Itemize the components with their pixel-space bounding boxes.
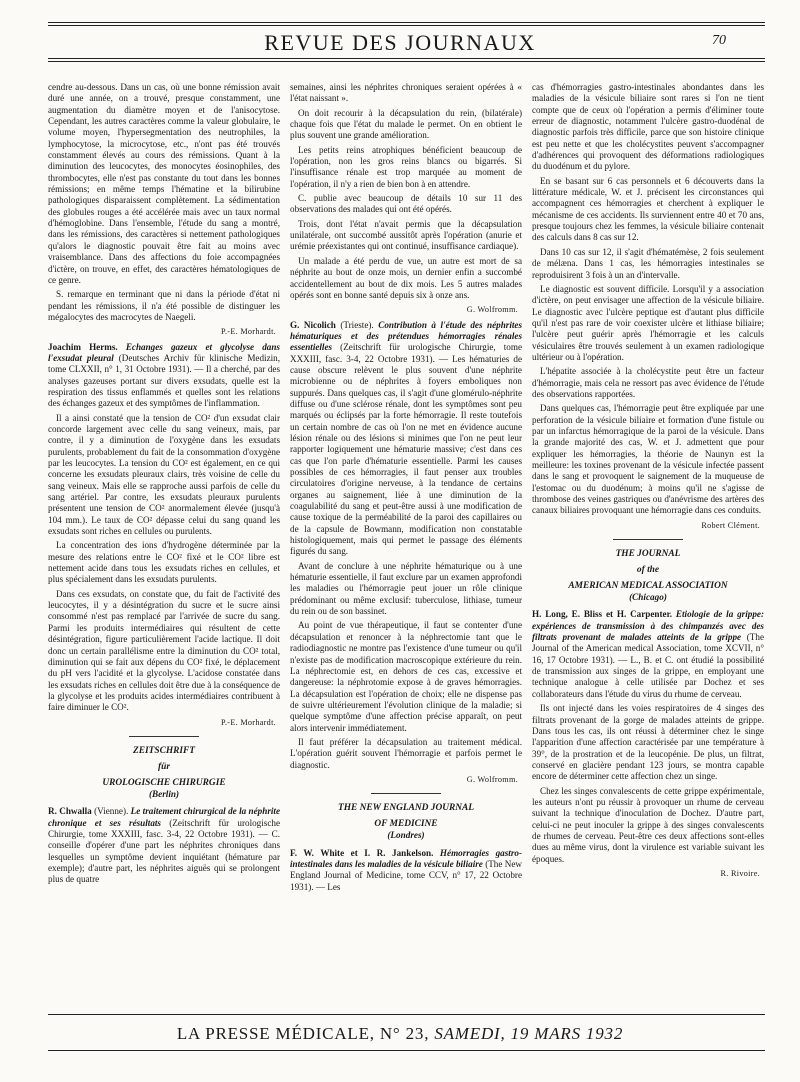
article-abstract	[532, 609, 764, 700]
header-rule-bottom	[48, 58, 765, 59]
journal-section-name: UROLOGISCHE CHIRURGIE	[102, 777, 226, 788]
footer-issue: 23,	[405, 1024, 430, 1043]
header-rule-bottom-thin	[48, 61, 765, 62]
paragraph: S. remarque en terminant que ni dans la période d'état ni pendant les rémissions, il n'a été possible de distinguer les mégalocytes des macrocytes de Naegeli.	[48, 289, 280, 322]
article-abstract	[48, 342, 280, 410]
journal-section-city: (Londres)	[387, 830, 425, 841]
page-title: REVUE DES JOURNAUX	[264, 30, 536, 55]
header-rule-top-thin	[48, 25, 765, 26]
paragraph: La concentration des ions d'hydrogène déterminée par la mesure des relations entre le CO² fixé et le CO² libre est nettement acide dans tous les exsudats riches en cellules, et plus spécialement dans les exsudats purulents.	[48, 540, 280, 585]
paragraph: Dans 10 cas sur 12, il s'agit d'hématémèse, 2 fois seulement de mélæna. Dans 1 cas, les hémorragies intestinales se reproduisirent 3 fois à un an d'intervalle.	[532, 246, 764, 280]
article-title: Echanges gazeux et glycolyse dans l'exsudat pleural	[48, 341, 280, 363]
article-reference: (Zeitschrift für urologische Chirurgie, tome XXXIII, fasc. 3-4, 22 Octobre 1931). — Les hématuries de cause obscure relèvent le plus souvent d'une néphrite microbienne ou de néphrites à foyers emboliques non suppurés. Dans quelques cas, il s'agit d'une glomérulo-néphrite diffuse ou d'une sclérose rénale, dont les symptômes sont peu marqués ou éclipsés par la forte hémorragie. Il reste toutefois un certain nombre de cas où l'on ne met en évidence aucune lésion rénale ou des lésions si minimes que l'on ne peut leur rapporter logiquement une hématurie massive; c'est dans ces cas que l'on parle d'hématurie essentielle. Parmi les causes possibles de ces hémorragies, il faut penser aux troubles circulatoires d'origine nerveuse, à la tendance de certains organes au saignement, liée à une diminution de la coagulabilité du sang et peut-être aussi à une modification de cause toxique de la perméabilité de la paroi des capillaires ou de la capsule de Bowmann, modification non constatable histologiquement, mais qui permet le passage des éléments figurés du sang.	[290, 342, 522, 557]
paragraph: Un malade a été perdu de vue, un autre est mort de sa néphrite au bout de onze mois, un dernier enfin a succombé accidentellement au bout de dix mois. Les 5 autres malades opérés sont en bonne santé depuis six à onze ans.	[290, 255, 522, 300]
paragraph: Il faut préférer la décapsulation au traitement médical. L'opération guérit souvent l'hémorragie et parfois permet le diagnostic.	[290, 736, 522, 770]
author-signature: P.-E. Morhardt.	[221, 717, 276, 727]
article-abstract	[290, 848, 522, 893]
section-divider	[613, 539, 683, 540]
article-title: Etiologie de la grippe: expériences de transmission à des chimpanzés avec des filtrats provenant de malades atteints de la grippe	[532, 609, 764, 643]
journal-section-name: THE JOURNAL	[615, 549, 681, 560]
paragraph: Le diagnostic est souvent difficile. Lorsqu'il y a association d'ictère, on peut envisager une affection de la vésicule biliaire. Le diagnostic avec l'ulcère peptique est d'autant plus difficile qu'il n'est pas rare de voir coexister ulcère et lithiase biliaire; l'ulcère peut guérir après l'hémorragie et les calculs vésiculaires être trouvés seulement à un examen radiologique ultérieur ou à l'opération.	[532, 283, 764, 362]
journal-section-name: AMERICAN MEDICAL ASSOCIATION	[568, 581, 728, 592]
page-number: 70	[712, 33, 726, 48]
author-signature: Robert Clément.	[701, 520, 760, 530]
article-reference: (Zeitschrift für urologische Chirurgie, tome XXXIII, fasc. 3-4, 22 Octobre 1931). — C. conseille d'opérer d'une part les néphrites chroniques dans lesquelles un symptôme devient inquiétant (hémature par exemple); d'autre part, les néphrites aiguës qui se prolongent plus de quatre	[48, 817, 280, 885]
author-signature: P.-E. Morhardt.	[221, 327, 276, 337]
article-place: (Vienne).	[94, 806, 129, 817]
column-2	[290, 82, 522, 1004]
section-divider	[371, 793, 441, 794]
article-authors: Joachim Herms.	[48, 341, 118, 352]
article-reference: (The New England Journal of Medicine, tome CCV, n° 17, 22 Octobre 1931). — Les	[290, 858, 522, 892]
footer-rule	[48, 1014, 765, 1015]
author-signature: G. Wolfromm.	[466, 774, 518, 784]
article-authors: F. W. White et I. R. Jankelson.	[290, 847, 434, 858]
author-signature: R. Rivoire.	[720, 868, 760, 878]
paragraph: L'hépatite associée à la cholécystite peut être un facteur d'hémorragie, mais cela ne ressort pas avec évidence de l'étude des observations rapportées.	[532, 366, 764, 399]
journal-section-city: (Chicago)	[629, 592, 667, 603]
article-title: Contribution à l'étude des néphrites hématuriques et des prétendues hémorragies rénales essentielles	[290, 319, 522, 353]
article-place: (Trieste).	[340, 319, 374, 330]
paragraph: cendre au-dessous. Dans un cas, où une bonne rémission avait duré une année, on a trouvé, presque constamment, une augmentation du diamètre moyen et de l'anisocytose. Cependant, les autres caractères comme la valeur globulaire, le volume moyen, l'hypersegmentation des neutrophiles, la lymphocytose, la microcytose, etc., n'ont pas été trouvés constamment élevés au cours des rémissions. Quant à la diminution des leucocytes, des monocytes éosinophiles, des thrombocytes, elle n'est pas constante du tout dans les bonnes rémissions; en même temps l'hématine et la bilirubine pathologiques disparaissent complètement. La sédimentation des globules rouges a été accélérée mais avec un taux normal d'hémoglobine. Dans l'ensemble, l'étude du sang a montré, dans les rémissions, des caractères si nettement pathologiques qu'alors le diagnostic pouvait être fait au moins avec vraisemblance. Dans des affections du foie accompagnées d'ictère, on trouve, en effet, des caractères hématologiques de ce genre.	[48, 82, 280, 285]
author-signature: G. Wolfromm.	[466, 305, 518, 315]
journal-section-name: of the	[636, 565, 660, 576]
journal-section-city: (Berlin)	[148, 788, 180, 799]
paragraph: Dans quelques cas, l'hémorragie peut être expliquée par une perforation de la vésicule biliaire et formation d'une fistule ou par un infarctus hémorragique de la paroi de la vésicule. Dans la grande majorité des cas, W. et J. admettent que pour expliquer les hémorragies, la théorie de Naunyn est la meilleure: les toxines provenant de la vésicule infectée passent dans le sang et provoquent le saignement de la muqueuse de l'estomac ou du duodénum; à moins qu'il ne s'agisse de thrombose des veines gastriques ou d'anévrisme des artères des canaux biliaires provoquant une hémorragie dans ces conduits.	[532, 403, 764, 516]
article-authors: G. Nicolich	[290, 319, 336, 330]
article-reference: (Deutsches Archiv für klinische Medizin, tome CLXXII, n° 1, 31 Octobre 1931). — Il a cherché, par des analyses gazeuses portant sur divers exsudats, quelle est la respiration des tissus enflammés et quelles sont les relations des échanges gazeux et des symptômes de l'inflammation.	[48, 352, 280, 409]
paragraph: C. publie avec beaucoup de détails 10 sur 11 des observations des malades qui ont été opérés.	[290, 193, 522, 215]
footer-journal: LA PRESSE MÉDICALE, N°	[176, 1024, 401, 1043]
article-title: Hémorragies gastro-intestinales dans les maladies de la vésicule biliaire	[290, 847, 522, 869]
header-rule-top	[48, 22, 765, 23]
paragraph: En se basant sur 6 cas personnels et 6 découverts dans la littérature médicale, W. et J. précisent les circonstances qui accompagnent ces hémorragies et cherchent à expliquer le mécanisme de ces accidents. Ils surviennent entre 40 et 70 ans, presque toujours chez les femmes, la vésicule biliaire contenait des calculs dans 8 cas sur 12.	[532, 175, 764, 243]
article-authors: R. Chwalla	[48, 806, 92, 817]
paragraph: Au point de vue thérapeutique, il faut se contenter d'une décapsulation et renoncer à la néphrectomie tant que le radiodiagnostic ne montre pas l'existence d'une tumeur ou qu'il n'existe pas de modification macroscopique extérieure du rein. La néphrectomie est, en dehors de ces cas, excessive et dangereuse: la néphrotomie expose à de graves hémorragies. La décapsulation est l'opération de choix; elle ne dispense pas de suivre ultérieurement l'évolution clinique de la maladie; si quelque symptôme d'une affection précise apparaît, on peut alors intervenir immédiatement.	[290, 620, 522, 733]
paragraph: Les petits reins atrophiques bénéficient beaucoup de l'opération, non les gros reins blancs ou bigarrés. Si l'insuffisance rénale est trop marquée au moment de l'opération, il n'y a rien de bien bon à en attendre.	[290, 144, 522, 189]
column-3	[532, 82, 764, 1004]
article-abstract	[290, 320, 522, 558]
paragraph: Il a ainsi constaté que la tension de CO² d'un exsudat clair concorde largement avec celle du sang veineux, mais, par contre, il y a diminution de l'oxygène dans les exsudats purulents, probablement du fait de la consommation d'oxygène par les leucocytes. La tension du CO² est également, en ce qui concerne les exsudats pleuraux clairs, très voisine de celle du sang veineux. Mais elle se rapproche aussi parfois de celle du sang artériel. Par contre, les exsudats pleuraux purulents présentent une tension de CO² anormalement élevée (jusqu'à 104 mm.). Le taux de CO² dépasse celui du sang quand les exsudats sont riches en cellules ou purulents.	[48, 412, 280, 537]
article-reference: (The Journal of the American medical Association, tome XCVII, n° 16, 17 Octobre 1931). — L., B. et C. ont étudié la possibilité de transmission aux singes de la grippe, en employant une technique analogue à celle utilisée par Dochez et ses collaborateurs dans l'étude du virus du rhume de cerveau.	[532, 632, 764, 699]
journal-section-name: OF MEDICINE	[374, 819, 438, 830]
page-footer	[0, 1024, 800, 1044]
paragraph: Dans ces exsudats, on constate que, du fait de l'activité des leucocytes, il y a désintégration du sucre et le sucre ainsi consommé n'est pas remplacé par l'arrivée de sucre du sang. Parmi les produits intermédiaires qui résultent de cette désintégration, figure particulièrement l'acide lactique. Il doit donc un certain parallélisme entre la diminution du CO² total, diminution qui se fait aux dépens du CO² fixé, le déplacement du pH vers l'acidité et la glycolyse. L'acidose constatée dans les exsudats riches en cellules doit être due à la conséquence de la glycolyse et les produits acides intermédiaires contribuent à faire diminuer le CO².	[48, 588, 280, 713]
paragraph: On doit recourir à la décapsulation du rein, (bilatérale) chaque fois que l'état du malade le permet. On en obtient le plus souvent une grande amélioration.	[290, 107, 522, 141]
paragraph: Trois, dont l'état n'avait permis que la décapsulation unilatérale, ont succombé aussitôt après l'opération (anurie et urémie préexistantes qui ont continué, insuffisance cardiaque).	[290, 218, 522, 252]
section-divider	[129, 736, 199, 737]
article-abstract	[48, 806, 280, 885]
journal-section-name: ZEITSCHRIFT	[133, 745, 195, 756]
article-authors: H. Long, E. Bliss et H. Carpenter.	[532, 609, 673, 620]
column-1	[48, 82, 280, 1004]
paragraph: semaines, ainsi les néphrites chroniques seraient opérées à « l'état naissant ».	[290, 82, 522, 104]
footer-rule-bottom	[48, 1050, 765, 1051]
journal-section-name: THE NEW ENGLAND JOURNAL	[337, 803, 475, 814]
paragraph: Chez les singes convalescents de cette grippe expérimentale, les auteurs n'ont pu réussir à provoquer un rhume de cerveau suivant la technique d'inoculation de Dochez. D'autre part, celui-ci ne peut inoculer la grippe à des singes convalescents de rhumes de cerveau. Peut-être ces deux affections sont-elles dues au même virus, dont la virulence est variable suivant les époques.	[532, 785, 764, 864]
paragraph: cas d'hémorragies gastro-intestinales abondantes dans les maladies de la vésicule biliaire sont rares si l'on ne tient compte que de ceux où l'opération a permis d'éliminer toute erreur de diagnostic, notamment l'ulcère gastro-duodénal de diagnostic parfois très difficile, parce que son histoire clinique est peu nette et que les cholécystites peuvent s'accompagner d'adhérences qui provoquent des déformations radiologiques du duodénum et du pylore.	[532, 82, 764, 172]
footer-date: SAMEDI, 19 MARS 1932	[434, 1024, 624, 1043]
paragraph: Avant de conclure à une néphrite hématurique ou à une hématurie essentielle, il faut exclure par un examen approfondi les maladies ou l'hémorragie peut jouer un rôle clinique prédominant ou même exclusif: tuberculose, lithiase, tumeur du rein ou de son bassinet.	[290, 560, 522, 617]
paragraph: Ils ont injecté dans les voies respiratoires de 4 singes des filtrats provenant de la gorge de malades atteints de grippe. Dans tous les cas, ils ont réussi à déterminer chez le singe l'apparition d'une affection caractérisée par une température à 39°, de la prostration et de la leucopénie. De plus, un filtrat, conservé en glacière pendant 123 jours, se montra capable encore de déterminer cette affection chez un singe.	[532, 703, 764, 782]
article-title: Le traitement chirurgical de la néphrite chronique et ses résultats	[48, 806, 280, 828]
journal-section-name: für	[158, 761, 170, 772]
